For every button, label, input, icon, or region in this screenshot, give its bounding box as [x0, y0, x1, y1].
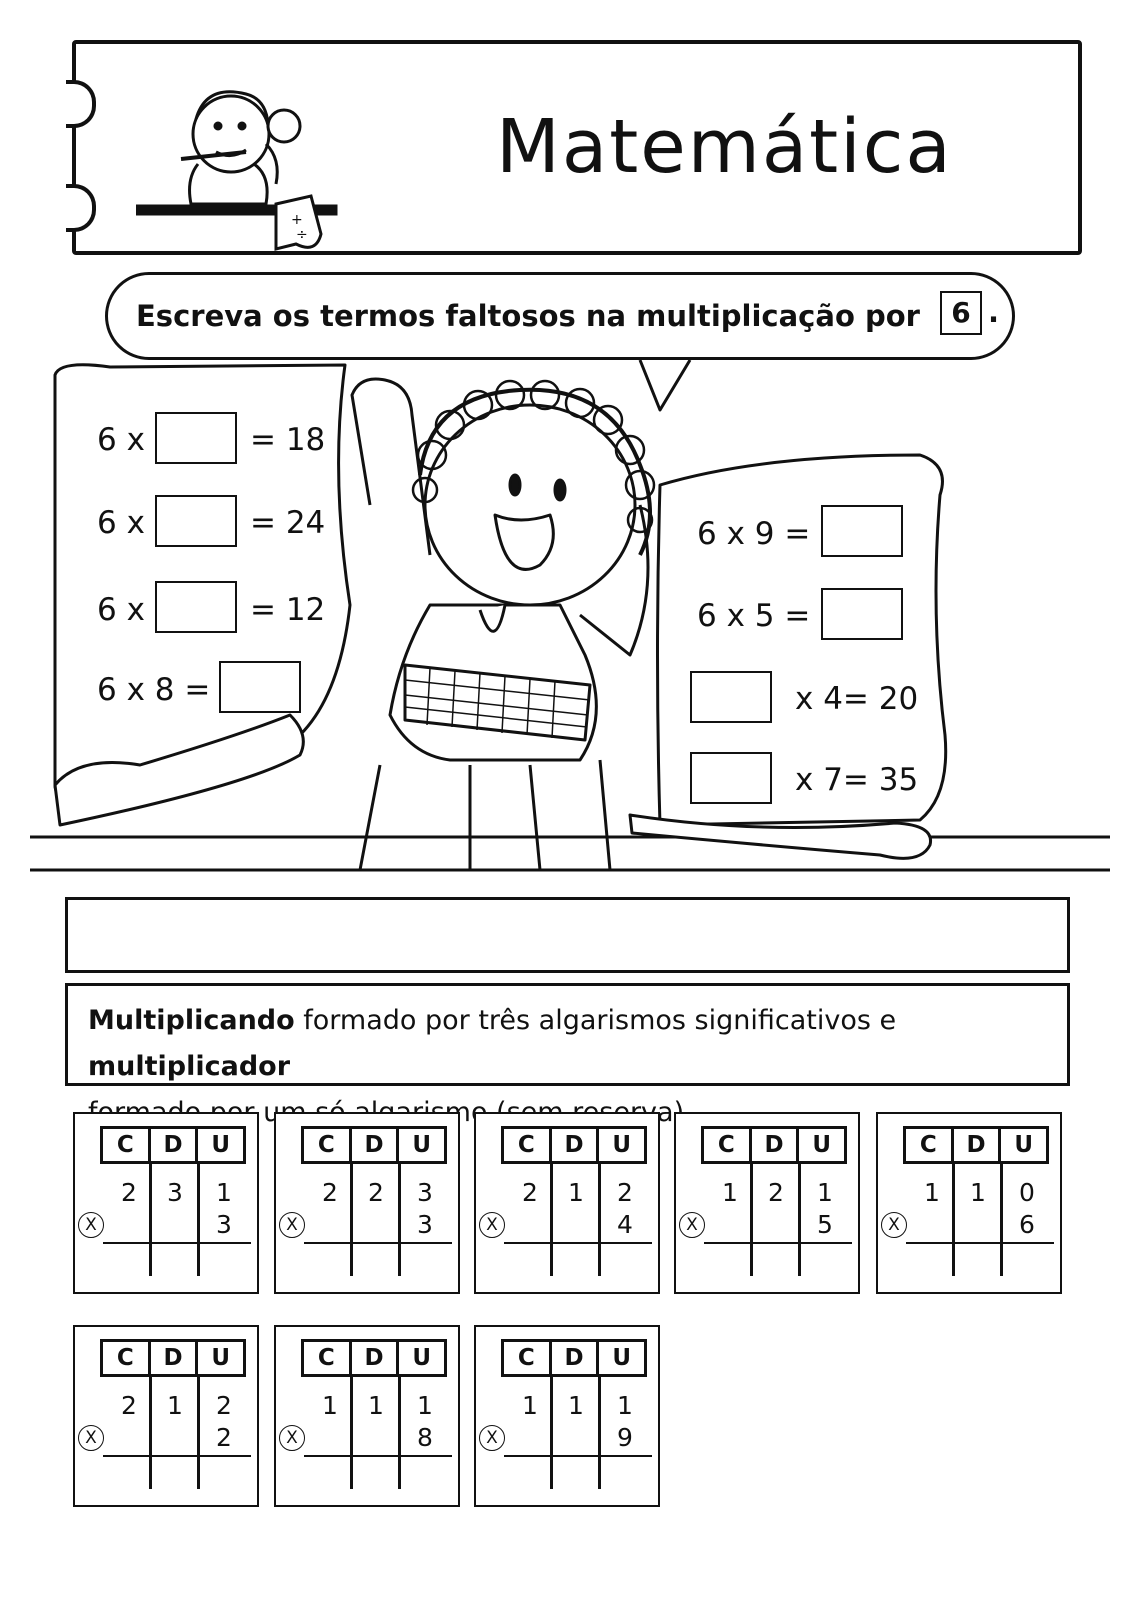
multiplication-card — [274, 1112, 460, 1294]
header-hundreds: C — [116, 1132, 134, 1158]
multiplicand-tens: 1 — [970, 1178, 986, 1207]
blank-header-box — [65, 897, 1070, 973]
multiplicand-tens: 1 — [568, 1178, 584, 1207]
header-units: U — [998, 1129, 1046, 1161]
instruction-bubble — [105, 272, 1015, 360]
header-units: U — [396, 1342, 444, 1374]
multiplier: 4 — [617, 1210, 633, 1239]
header-units: U — [796, 1129, 844, 1161]
equation-result: = 18 — [250, 422, 326, 458]
multiplier: 2 — [216, 1423, 232, 1452]
column-divider — [149, 1164, 152, 1276]
header-tens: D — [148, 1129, 196, 1161]
times-icon: X — [78, 1425, 104, 1451]
header-hundreds: C — [517, 1345, 535, 1371]
multiplication-card — [674, 1112, 860, 1294]
multiplicand-hundreds: 2 — [121, 1391, 137, 1420]
equation-label: 6 x — [97, 505, 145, 541]
multiplier: 5 — [817, 1210, 833, 1239]
column-divider — [598, 1377, 601, 1489]
column-divider — [598, 1164, 601, 1276]
times-icon: X — [279, 1212, 305, 1238]
times-icon: X — [679, 1212, 705, 1238]
column-divider — [398, 1164, 401, 1276]
header-units: U — [596, 1129, 644, 1161]
answer-box[interactable] — [821, 505, 903, 557]
multiplicand-tens: 2 — [368, 1178, 384, 1207]
multiplication-card — [73, 1112, 259, 1294]
column-divider — [550, 1377, 553, 1489]
multiplicand-hundreds: 1 — [522, 1391, 538, 1420]
multiplicand-tens: 1 — [368, 1391, 384, 1420]
multiplication-card — [474, 1325, 660, 1507]
times-icon: X — [881, 1212, 907, 1238]
header-hundreds: C — [116, 1345, 134, 1371]
multiplicand-hundreds: 2 — [522, 1178, 538, 1207]
header-tens: D — [951, 1129, 999, 1161]
answer-box[interactable] — [690, 752, 772, 804]
header-hundreds: C — [317, 1132, 335, 1158]
multiplicand-tens: 3 — [167, 1178, 183, 1207]
answer-line[interactable] — [504, 1242, 652, 1244]
header-hundreds: C — [919, 1132, 937, 1158]
multiplicand-units: 1 — [617, 1391, 633, 1420]
times-icon: X — [479, 1425, 505, 1451]
multiplicand-hundreds: 1 — [322, 1391, 338, 1420]
answer-line[interactable] — [504, 1455, 652, 1457]
equation-result: = 24 — [250, 505, 326, 541]
instruction-period: . — [988, 295, 1000, 329]
multiplicand-tens: 2 — [768, 1178, 784, 1207]
place-value-header — [501, 1339, 647, 1377]
multiplication-card — [73, 1325, 259, 1507]
place-value-header — [701, 1126, 847, 1164]
page-title: Matemática — [496, 104, 953, 190]
student-writing-illustration — [136, 64, 366, 254]
equation-label: 6 x 8 = — [97, 672, 211, 708]
rule-text: formado por três algarismos significativos e — [294, 1005, 897, 1036]
answer-line[interactable] — [906, 1242, 1054, 1244]
multiplicand-tens: 1 — [568, 1391, 584, 1420]
equation-result: = 12 — [250, 592, 326, 628]
multiplicand-hundreds: 2 — [121, 1178, 137, 1207]
header-hundreds: C — [517, 1132, 535, 1158]
header-tens: D — [549, 1129, 597, 1161]
header-tens: D — [349, 1129, 397, 1161]
header-tens: D — [549, 1342, 597, 1374]
banner-notch — [66, 80, 96, 128]
times-icon: X — [78, 1212, 104, 1238]
multiplication-card — [474, 1112, 660, 1294]
svg-text:+: + — [291, 212, 303, 228]
rule-term-multiplier: multiplicador — [88, 1051, 291, 1082]
multiplication-card — [274, 1325, 460, 1507]
multiplicand-units: 2 — [216, 1391, 232, 1420]
place-value-header — [301, 1126, 447, 1164]
rule-description — [65, 983, 1070, 1086]
answer-line[interactable] — [103, 1455, 251, 1457]
equation-label: 6 x — [97, 592, 145, 628]
place-value-header — [501, 1126, 647, 1164]
header-hundreds: C — [717, 1132, 735, 1158]
place-value-header — [301, 1339, 447, 1377]
header-hundreds: C — [317, 1345, 335, 1371]
instruction-text: Escreva os termos faltosos na multiplicação por — [136, 299, 920, 333]
column-divider — [798, 1164, 801, 1276]
multiplier: 3 — [417, 1210, 433, 1239]
multiplicand-units: 0 — [1019, 1178, 1035, 1207]
column-divider — [350, 1377, 353, 1489]
answer-box[interactable] — [821, 588, 903, 640]
answer-box[interactable] — [155, 412, 237, 464]
factor-box: 6 — [940, 291, 982, 335]
equation-label: 6 x 9 = — [697, 516, 811, 552]
answer-box[interactable] — [155, 581, 237, 633]
times-icon: X — [279, 1425, 305, 1451]
column-divider — [350, 1164, 353, 1276]
header-units: U — [396, 1129, 444, 1161]
multiplicand-units: 1 — [216, 1178, 232, 1207]
column-divider — [197, 1377, 200, 1489]
multiplicand-hundreds: 2 — [322, 1178, 338, 1207]
multiplicand-units: 1 — [817, 1178, 833, 1207]
place-value-header — [903, 1126, 1049, 1164]
answer-box[interactable] — [155, 495, 237, 547]
svg-text:÷: ÷ — [296, 227, 308, 243]
header-tens: D — [349, 1342, 397, 1374]
answer-line[interactable] — [103, 1242, 251, 1244]
multiplier: 6 — [1019, 1210, 1035, 1239]
multiplicand-tens: 1 — [167, 1391, 183, 1420]
equation-result: x 7= 35 — [795, 762, 919, 798]
rule-term-multiplicand: Multiplicando — [88, 1005, 295, 1036]
multiplicand-hundreds: 1 — [722, 1178, 738, 1207]
banner-notch — [66, 184, 96, 232]
answer-line[interactable] — [304, 1242, 452, 1244]
multiplier: 9 — [617, 1423, 633, 1452]
header-units: U — [195, 1129, 243, 1161]
column-divider — [550, 1164, 553, 1276]
column-divider — [750, 1164, 753, 1276]
header-tens: D — [148, 1342, 196, 1374]
multiplicand-units: 3 — [417, 1178, 433, 1207]
header-tens: D — [749, 1129, 797, 1161]
multiplicand-units: 1 — [417, 1391, 433, 1420]
answer-line[interactable] — [704, 1242, 852, 1244]
title-banner — [72, 40, 1082, 255]
multiplier: 8 — [417, 1423, 433, 1452]
answer-box[interactable] — [690, 671, 772, 723]
multiplicand-hundreds: 1 — [924, 1178, 940, 1207]
multiplicand-units: 2 — [617, 1178, 633, 1207]
header-units: U — [195, 1342, 243, 1374]
column-divider — [952, 1164, 955, 1276]
column-divider — [398, 1377, 401, 1489]
place-value-header — [100, 1126, 246, 1164]
equation-label: 6 x 5 = — [697, 598, 811, 634]
equation-label: 6 x — [97, 422, 145, 458]
answer-box[interactable] — [219, 661, 301, 713]
column-divider — [1000, 1164, 1003, 1276]
equation-result: x 4= 20 — [795, 681, 919, 717]
answer-line[interactable] — [304, 1455, 452, 1457]
times-icon: X — [479, 1212, 505, 1238]
multiplication-card — [876, 1112, 1062, 1294]
column-divider — [197, 1164, 200, 1276]
header-units: U — [596, 1342, 644, 1374]
place-value-header — [100, 1339, 246, 1377]
column-divider — [149, 1377, 152, 1489]
multiplier: 3 — [216, 1210, 232, 1239]
